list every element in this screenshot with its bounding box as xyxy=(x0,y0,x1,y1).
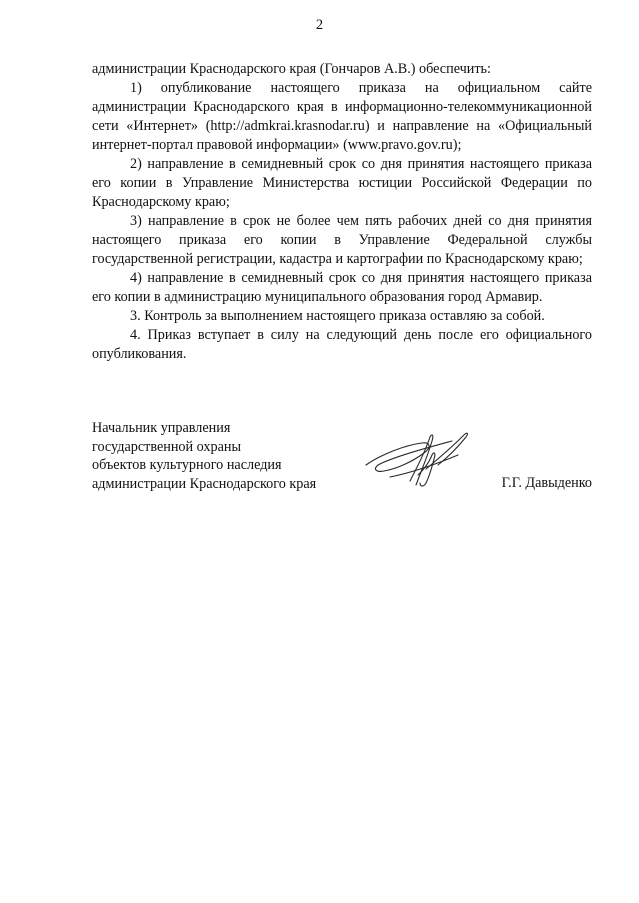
clause-control: 3. Контроль за выполнением настоящего приказа оставляю за собой. xyxy=(130,308,545,324)
position-line: государственной охраны xyxy=(92,438,242,455)
list-item-registration-service: 3) направление в срок не более чем пять рабочих дней со дня принятия настоящего приказа его копии в Управление Федеральной службы государственной регистрации, кадастра и картографии по Краснодарскому краю; xyxy=(92,213,592,267)
document-body xyxy=(92,60,592,364)
handwritten-signature xyxy=(360,425,472,495)
position-line: Начальник управления xyxy=(92,420,231,436)
page-number: 2 xyxy=(315,17,324,33)
signer-position xyxy=(92,419,352,493)
signature-block xyxy=(92,419,592,499)
opening-line: администрации Краснодарского края (Гончаров А.В.) обеспечить: xyxy=(92,61,491,77)
list-item-armavir-administration: 4) направление в семидневный срок со дня принятия настоящего приказа его копии в администрацию муниципального образования город Армавир. xyxy=(92,270,592,305)
list-item-publication: 1) опубликование настоящего приказа на официальном сайте администрации Краснодарского края в информационно-телекоммуникационной сети «Интернет» (http://admkrai.krasnodar.ru) и направление на «Официальный интернет-портал правовой информации» (www.pravo.gov.ru); xyxy=(92,80,592,153)
position-line: администрации Краснодарского края xyxy=(92,475,317,492)
signer-name: Г.Г. Давыденко xyxy=(501,475,592,491)
list-item-ministry-of-justice: 2) направление в семидневный срок со дня принятия настоящего приказа его копии в Управление Министерства юстиции Российской Федерации по Краснодарскому краю; xyxy=(92,156,592,210)
position-line: объектов культурного наследия xyxy=(92,457,282,473)
clause-entry-into-force: 4. Приказ вступает в силу на следующий день после его официального опубликования. xyxy=(92,327,592,362)
